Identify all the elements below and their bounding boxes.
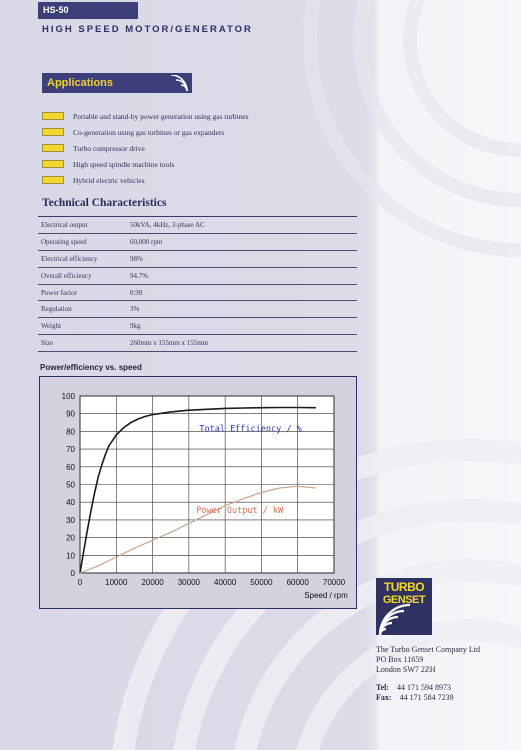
bullet-icon — [42, 112, 64, 120]
svg-text:TURBO: TURBO — [383, 580, 425, 594]
turbo-genset-logo — [376, 578, 432, 635]
list-item: Hybrid electric vehicles — [42, 172, 249, 188]
list-item: Turbo compressor drive — [42, 140, 249, 156]
company-address: The Turbo Genset Company Ltd PO Box 11659 London SW7 2ZH — [376, 645, 480, 674]
y-tick-label: 80 — [66, 427, 75, 437]
power-efficiency-chart — [40, 377, 356, 608]
x-tick-label: 70000 — [322, 578, 346, 587]
x-axis-label: Speed / rpm — [304, 591, 348, 600]
table-row: Size 260mm x 155mm x 155mm — [38, 335, 357, 352]
x-tick-label: 20000 — [141, 578, 164, 587]
x-tick-label: 40000 — [214, 578, 237, 587]
chart-title: Power/efficiency vs. speed — [40, 363, 142, 372]
model-tab: HS-50 — [38, 2, 138, 19]
x-tick-label: 50000 — [250, 578, 273, 587]
wave-icon — [161, 75, 189, 91]
series-label: Power Output / kW — [196, 505, 284, 516]
y-tick-label: 60 — [66, 462, 75, 472]
x-tick-label: 10000 — [105, 578, 128, 587]
bullet-icon — [42, 176, 64, 184]
y-tick-label: 40 — [66, 498, 75, 508]
logo-graphic — [376, 578, 432, 635]
bullet-icon — [42, 128, 64, 136]
y-tick-label: 70 — [66, 445, 75, 455]
list-item: High speed spindle machine tools — [42, 156, 249, 172]
fax: Fax: 44 171 584 7239 — [376, 693, 454, 702]
table-row: Operating speed 60,000 rpm — [38, 233, 357, 250]
y-tick-label: 100 — [61, 392, 75, 401]
table-row: Regulation 3% — [38, 301, 357, 318]
y-tick-label: 20 — [66, 533, 75, 543]
company-contact — [376, 683, 454, 703]
table-row: Weight 9kg — [38, 318, 357, 335]
table-row: Overall efficiency 94.7% — [38, 267, 357, 284]
table-row: Electrical output 50kVA, 4kHz, 3-phase AC — [38, 217, 357, 234]
svg-text:GENSET: GENSET — [382, 594, 426, 606]
x-tick-label: 0 — [77, 578, 83, 587]
x-tick-label: 30000 — [177, 578, 200, 587]
bullet-icon — [42, 160, 64, 168]
applications-title: Applications — [47, 77, 114, 89]
series-label: Total Efficiency / % — [199, 424, 302, 435]
list-item: Portable and stand-by power generation using gas turbines — [42, 108, 249, 124]
y-tick-label: 90 — [66, 409, 75, 419]
technical-table — [38, 216, 357, 352]
table-row: Electrical efficiency 98% — [38, 250, 357, 267]
y-tick-label: 0 — [70, 569, 75, 578]
applications-banner — [42, 73, 192, 93]
technical-title: Technical Characteristics — [42, 197, 167, 209]
applications-list — [42, 108, 249, 188]
x-tick-label: 60000 — [286, 578, 309, 587]
bullet-icon — [42, 144, 64, 152]
telephone: Tel: 44 171 594 8973 — [376, 683, 452, 692]
y-tick-label: 30 — [66, 515, 75, 525]
page-subtitle: HIGH SPEED MOTOR/GENERATOR — [42, 24, 253, 35]
chart-frame — [39, 376, 357, 609]
y-tick-label: 10 — [66, 551, 75, 561]
list-item: Co-generation using gas turbines or gas expanders — [42, 124, 249, 140]
table-row: Power factor 0.99 — [38, 284, 357, 301]
y-tick-label: 50 — [66, 480, 75, 490]
